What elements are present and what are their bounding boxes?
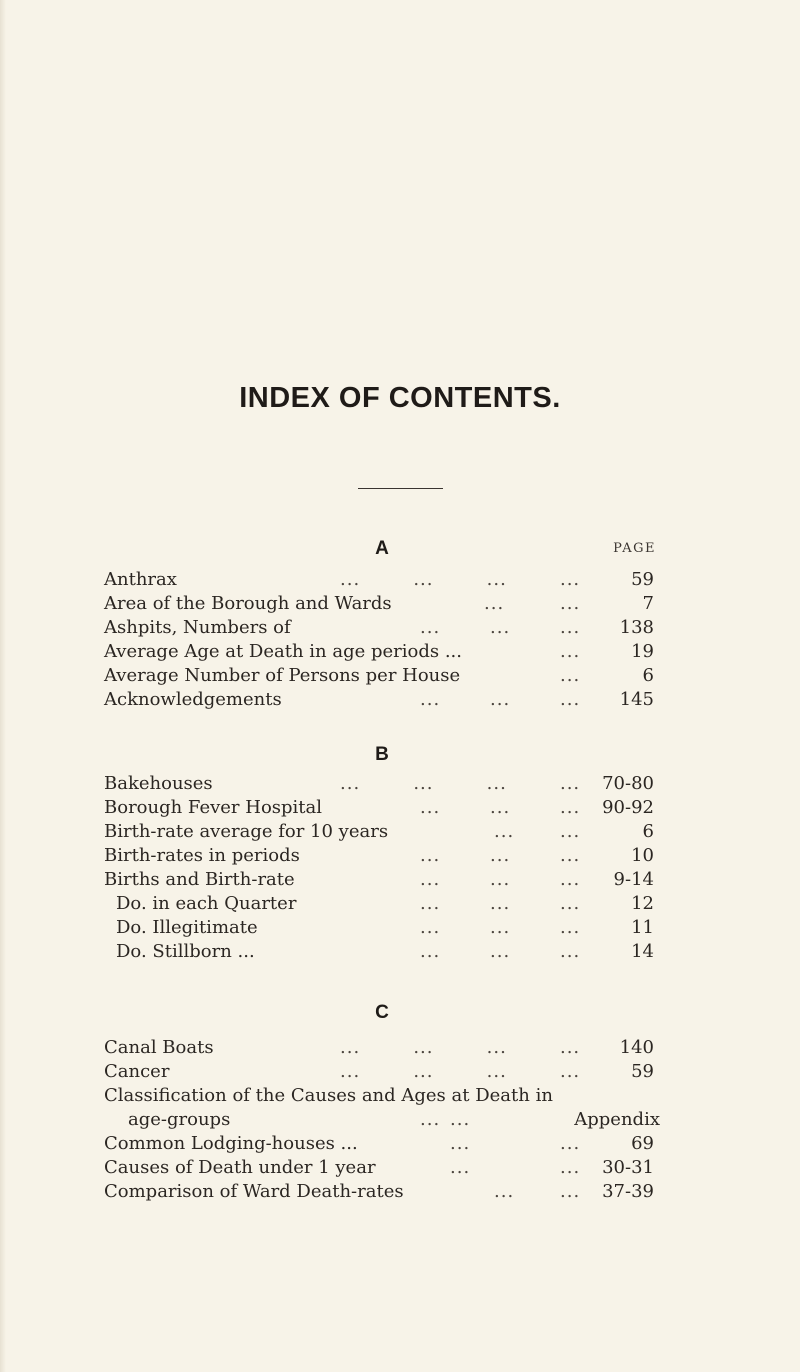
dot-leader: ... ...	[494, 1181, 581, 1202]
entry-page: 69	[631, 1133, 654, 1154]
section-a	[104, 568, 660, 712]
index-entry	[104, 568, 660, 592]
dot-leader: ... ... ...	[420, 797, 581, 818]
index-entry	[104, 844, 660, 868]
title-divider	[358, 488, 443, 489]
dot-leader: ... ... ... ...	[340, 569, 581, 590]
dot-leader: ... ... ...	[420, 617, 581, 638]
entry-label: Do. Stillborn ...	[116, 941, 255, 962]
entry-label: Do. in each Quarter	[116, 893, 297, 914]
dot-leader: ...	[560, 665, 581, 686]
dot-leader: ... ...	[420, 1109, 471, 1130]
section-letter-b: B	[375, 744, 389, 765]
entry-page: 145	[619, 689, 654, 710]
entry-page: 138	[619, 617, 654, 638]
entry-label: Average Age at Death in age periods ...	[104, 641, 462, 662]
entry-label: Borough Fever Hospital	[104, 797, 323, 818]
entry-page: 59	[631, 1061, 654, 1082]
entry-page: 140	[619, 1037, 654, 1058]
page-title: INDEX OF CONTENTS.	[239, 382, 561, 414]
entry-page: 6	[642, 821, 654, 842]
dot-leader: ... ... ... ...	[340, 1037, 581, 1058]
entry-label: Canal Boats	[104, 1037, 214, 1058]
entry-page: 11	[631, 917, 654, 938]
entry-page: 10	[631, 845, 654, 866]
index-entry	[104, 916, 660, 940]
dot-leader: ... ... ... ...	[340, 773, 581, 794]
entry-label: Cancer	[104, 1061, 170, 1082]
index-entry	[104, 1132, 660, 1156]
entry-page: 14	[631, 941, 654, 962]
index-entry	[104, 592, 660, 616]
entry-label: Do. Illegitimate	[116, 917, 258, 938]
section-b	[104, 772, 660, 964]
index-entry	[104, 796, 660, 820]
page-edge	[0, 0, 6, 1372]
index-entry	[104, 820, 660, 844]
entry-label: Bakehouses	[104, 773, 213, 794]
entry-page: 9-14	[613, 869, 654, 890]
dot-leader: ...	[560, 641, 581, 662]
entry-label: Classification of the Causes and Ages at Death in	[104, 1085, 553, 1106]
entry-label: Birth-rates in periods	[104, 845, 300, 866]
entry-page: 7	[642, 593, 654, 614]
dot-leader: ... ...	[494, 821, 581, 842]
entry-label: Area of the Borough and Wards	[104, 593, 392, 614]
entry-label: Births and Birth-rate	[104, 869, 295, 890]
entry-page: 30-31	[602, 1157, 654, 1178]
index-entry-continuation	[104, 1108, 660, 1132]
dot-leader: ... ... ...	[420, 893, 581, 914]
entry-label: age-groups	[128, 1109, 231, 1130]
entry-page: 37-39	[602, 1181, 654, 1202]
index-entry	[104, 616, 660, 640]
index-entry	[104, 1060, 660, 1084]
index-entry	[104, 664, 660, 688]
section-letter-c: C	[375, 1002, 389, 1023]
entry-label: Comparison of Ward Death-rates	[104, 1181, 404, 1202]
dot-leader: ... ... ...	[420, 689, 581, 710]
index-entry	[104, 892, 660, 916]
section-letter-a: A	[375, 538, 389, 559]
dot-leader: ... ... ...	[420, 941, 581, 962]
dot-leader: ... ... ...	[420, 917, 581, 938]
entry-label: Birth-rate average for 10 years	[104, 821, 389, 842]
entry-label: Anthrax	[104, 569, 177, 590]
section-c	[104, 1036, 660, 1204]
index-entry	[104, 1180, 660, 1204]
entry-page: 6	[642, 665, 654, 686]
index-entry	[104, 1084, 660, 1108]
entry-page: 70-80	[602, 773, 654, 794]
section-a-header	[104, 538, 660, 564]
dot-leader: ... ...	[484, 593, 581, 614]
entry-page: 59	[631, 569, 654, 590]
index-entry	[104, 772, 660, 796]
dot-leader: ... ...	[450, 1157, 581, 1178]
dot-leader: ... ...	[450, 1133, 581, 1154]
dot-leader: ... ... ... ...	[340, 1061, 581, 1082]
entry-page: 19	[631, 641, 654, 662]
index-entry	[104, 640, 660, 664]
dot-leader: ... ... ...	[420, 869, 581, 890]
index-entry	[104, 940, 660, 964]
entry-page: 90-92	[602, 797, 654, 818]
entry-page: Appendix	[574, 1109, 660, 1130]
entry-label: Ashpits, Numbers of	[104, 617, 291, 638]
entry-label: Causes of Death under 1 year	[104, 1157, 376, 1178]
page-column-header: PAGE	[613, 541, 656, 556]
index-entry	[104, 688, 660, 712]
entry-page: 12	[631, 893, 654, 914]
index-entry	[104, 1036, 660, 1060]
index-entry	[104, 868, 660, 892]
index-entry	[104, 1156, 660, 1180]
dot-leader: ... ... ...	[420, 845, 581, 866]
entry-label: Common Lodging-houses ...	[104, 1133, 358, 1154]
entry-label: Acknowledgements	[104, 689, 282, 710]
entry-label: Average Number of Persons per House	[104, 665, 461, 686]
